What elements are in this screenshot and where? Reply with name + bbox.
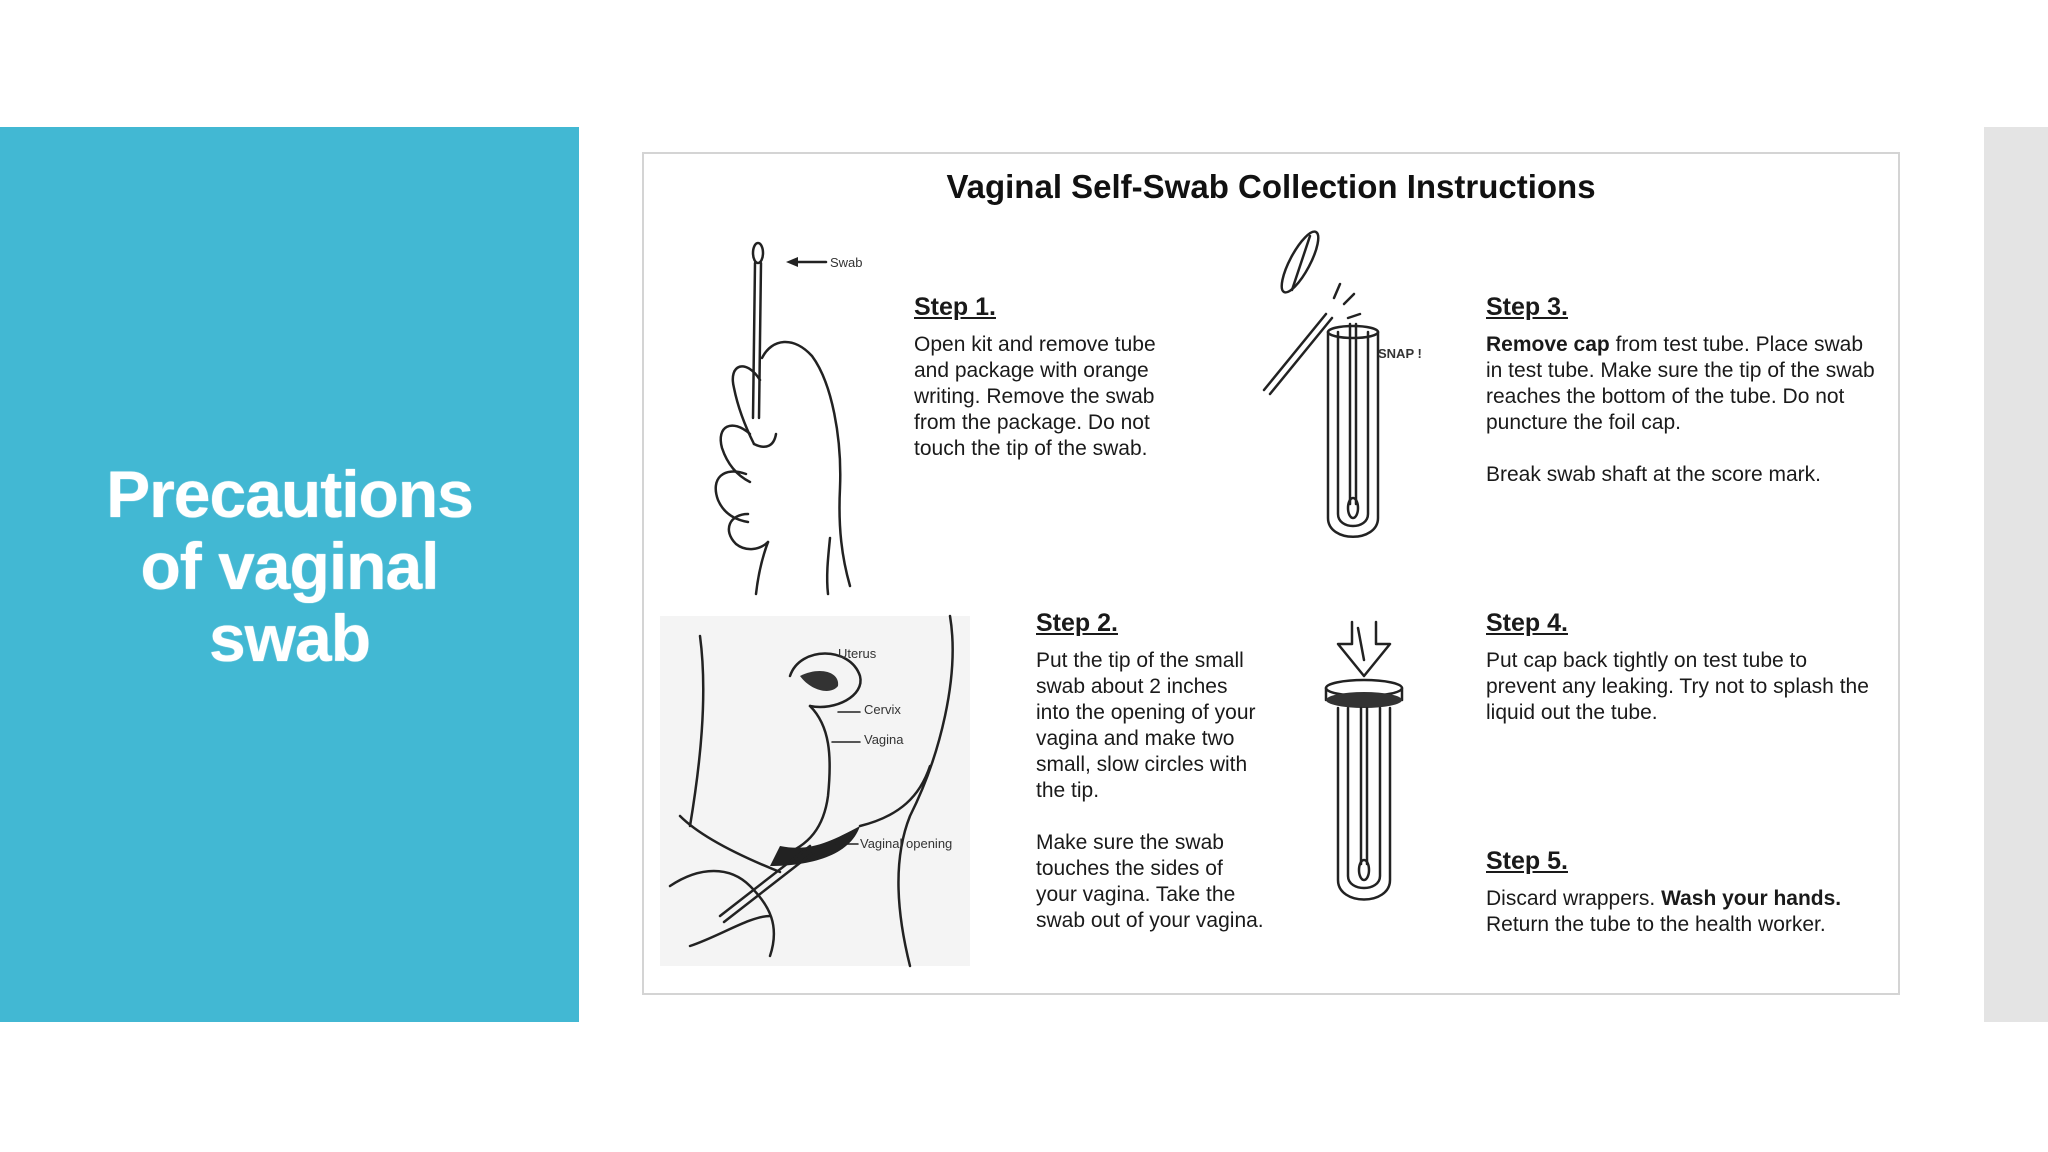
- snap-label: SNAP !: [1378, 346, 1422, 361]
- step-3-text-2: Break swab shaft at the score mark.: [1486, 463, 1821, 486]
- test-tube-capped-icon: [1304, 614, 1424, 924]
- vagina-label: Vagina: [864, 732, 904, 747]
- uterus-label: Uterus: [838, 646, 877, 661]
- step-5: [1486, 848, 1876, 938]
- step-3: [1486, 294, 1876, 488]
- instruction-sheet-title: Vaginal Self-Swab Collection Instructions: [946, 168, 1596, 205]
- step-1-text: Open kit and remove tube and package with orange writing. Remove the swab from the package. Do not touch the tip of the swab.: [914, 333, 1156, 460]
- step-4-heading: Step 4.: [1486, 609, 1568, 637]
- step-3-heading: Step 3.: [1486, 293, 1568, 321]
- step-2: [1036, 610, 1266, 934]
- step-4-text: Put cap back tightly on test tube to prevent any leaking. Try not to splash the liquid out the tube.: [1486, 649, 1869, 724]
- anatomy-insertion-icon: [660, 616, 970, 966]
- swab-label: Swab: [830, 255, 863, 270]
- step-3-rest: from test tube. Place swab in test tube. Make sure the tip of the swab reaches the bottom of the tube. Do not puncture the foil cap.: [1486, 333, 1875, 434]
- right-edge-strip: [1984, 127, 2048, 1022]
- step-5-heading: Step 5.: [1486, 847, 1568, 875]
- step-5-text: [1486, 886, 1876, 938]
- step-5-bold: Wash your hands.: [1661, 887, 1842, 910]
- step-2-heading: Step 2.: [1036, 609, 1118, 637]
- step-1: [914, 294, 1184, 462]
- step-2-text: Put the tip of the small swab about 2 inches into the opening of your vagina and make two small, slow circles with the tip.: [1036, 649, 1256, 802]
- step-3-text: [1486, 332, 1876, 436]
- cervix-label: Cervix: [864, 702, 901, 717]
- test-tube-snap-icon: [1254, 228, 1454, 548]
- step-1-heading: Step 1.: [914, 293, 996, 321]
- step-5-text-2: Return the tube to the health worker.: [1486, 913, 1826, 936]
- step-3-bold: Remove cap: [1486, 333, 1610, 356]
- hand-holding-swab-icon: [702, 238, 862, 598]
- slide-title: Precautions of vaginal swab: [106, 457, 473, 675]
- instruction-sheet: [642, 152, 1900, 995]
- vaginal-opening-label: Vaginal opening: [860, 836, 953, 851]
- step-2-text-2: Make sure the swab touches the sides of your vagina. Take the swab out of your vagina.: [1036, 831, 1264, 932]
- step-4: [1486, 610, 1876, 726]
- step-5-text-1: Discard wrappers.: [1486, 887, 1662, 910]
